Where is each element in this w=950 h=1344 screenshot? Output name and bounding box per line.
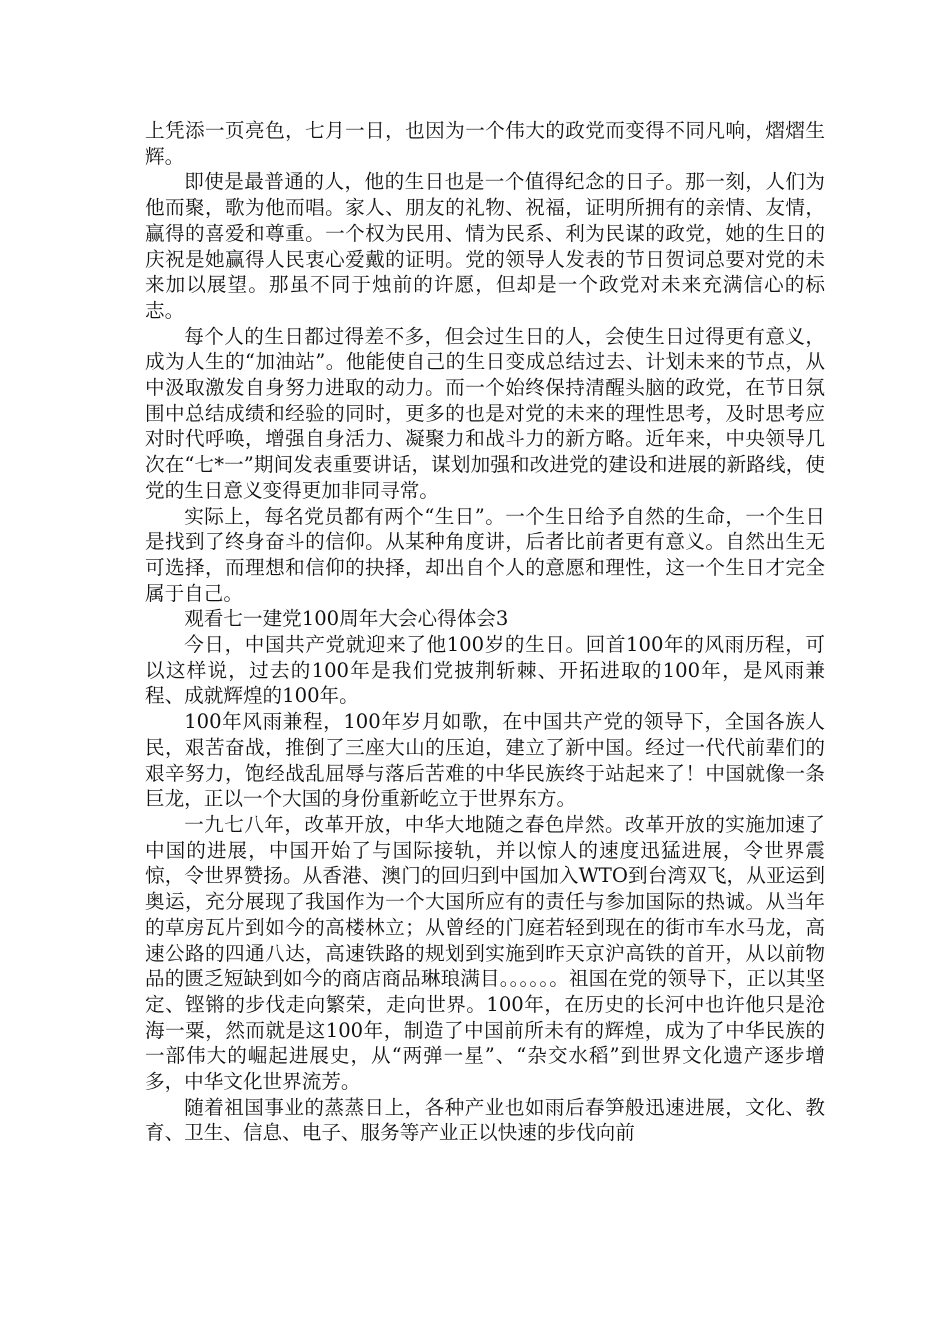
paragraph: 随着祖国事业的蒸蒸日上，各种产业也如雨后春笋般迅速进展，文化、教育、卫生、信息、电子、服务等产业正以快速的步伐向前 [145,1095,825,1145]
paragraph: 上凭添一页亮色，七月一日，也因为一个伟大的政党而变得不同凡响，熠熠生辉。 [145,119,825,168]
paragraph: 每个人的生日都过得差不多，但会过生日的人，会使生日过得更有意义，成为人生的“加油站”。他能使自己的生日变成总结过去、计划未来的节点，从中汲取激发自身努力进取的动力。而一个始终保持清醒头脑的政党，在节日氛围中总结成绩和经验的同时，更多的也是对党的未来的理性思考，及时思考应对时代呼唤，增强自身活力、凝聚力和战斗力的新方略。近年来，中央领导几次在“七*一”期间发表重要讲话，谋划加强和改进党的建设和进展的新路线，使党的生日意义变得更加非同寻常。 [145,324,825,502]
paragraph: 一九七八年，改革开放，中华大地随之春色岸然。改革开放的实施加速了中国的进展，中国开始了与国际接轨，并以惊人的速度迅猛进展，令世界震惊，令世界赞扬。从香港、澳门的回归到中国加入WTO到台湾双飞，从亚运到奥运，充分展现了我国作为一个大国所应有的责任与参加国际的热诚。从当年的草房瓦片到如今的高楼林立；从曾经的门庭若轻到现在的街市车水马龙，高速公路的四通八达，高速铁路的规划到实施到昨天京沪高铁的首开，从以前物品的匮乏短缺到如今的商店商品琳琅满目。。。。。。祖国在党的领导下，正以其坚定、铿锵的步伐走向繁荣，走向世界。100年，在历史的长河中也许他只是沧海一粟，然而就是这100年，制造了中国前所未有的辉煌，成为了中华民族的一部伟大的崛起进展史，从“两弹一星”、“杂交水稻”到世界文化遗产逐步增多，中华文化世界流芳。 [145,812,825,1094]
section-heading: 观看七一建党100周年大会心得体会3 [184,607,509,631]
paragraph: 今日，中国共产党就迎来了他100岁的生日。回首100年的风雨历程，可以这样说，过去的100年是我们党披荆斩棘、开拓进取的100年，是风雨兼程、成就辉煌的100年。 [145,633,825,708]
paragraph: 100年风雨兼程，100年岁月如歌，在中国共产党的领导下，全国各族人民，艰苦奋战，推倒了三座大山的压迫，建立了新中国。经过一代代前辈们的艰辛努力，饱经战乱屈辱与落后苦难的中华民族终于站起来了！中国就像一条巨龙，正以一个大国的身份重新屹立于世界东方。 [145,710,825,811]
paragraph: 实际上，每名党员都有两个“生日”。一个生日给予自然的生命，一个生日是找到了终身奋斗的信仰。从某种角度讲，后者比前者更有意义。自然出生无可选择，而理想和信仰的抉择，却出自个人的意愿和理性，这一个生日才完全属于自己。 [145,504,825,605]
paragraph: 即使是最普通的人，他的生日也是一个值得纪念的日子。那一刻，人们为他而聚，歌为他而唱。家人、朋友的礼物、祝福，证明所拥有的亲情、友情，赢得的喜爱和尊重。一个权为民用、情为民系、利为民谋的政党，她的生日的庆祝是她赢得人民衷心爱戴的证明。党的领导人发表的节日贺词总要对党的未来加以展望。那虽不同于烛前的许愿，但却是一个政党对未来充满信心的标志。 [145,170,825,322]
document-body [145,118,825,1146]
